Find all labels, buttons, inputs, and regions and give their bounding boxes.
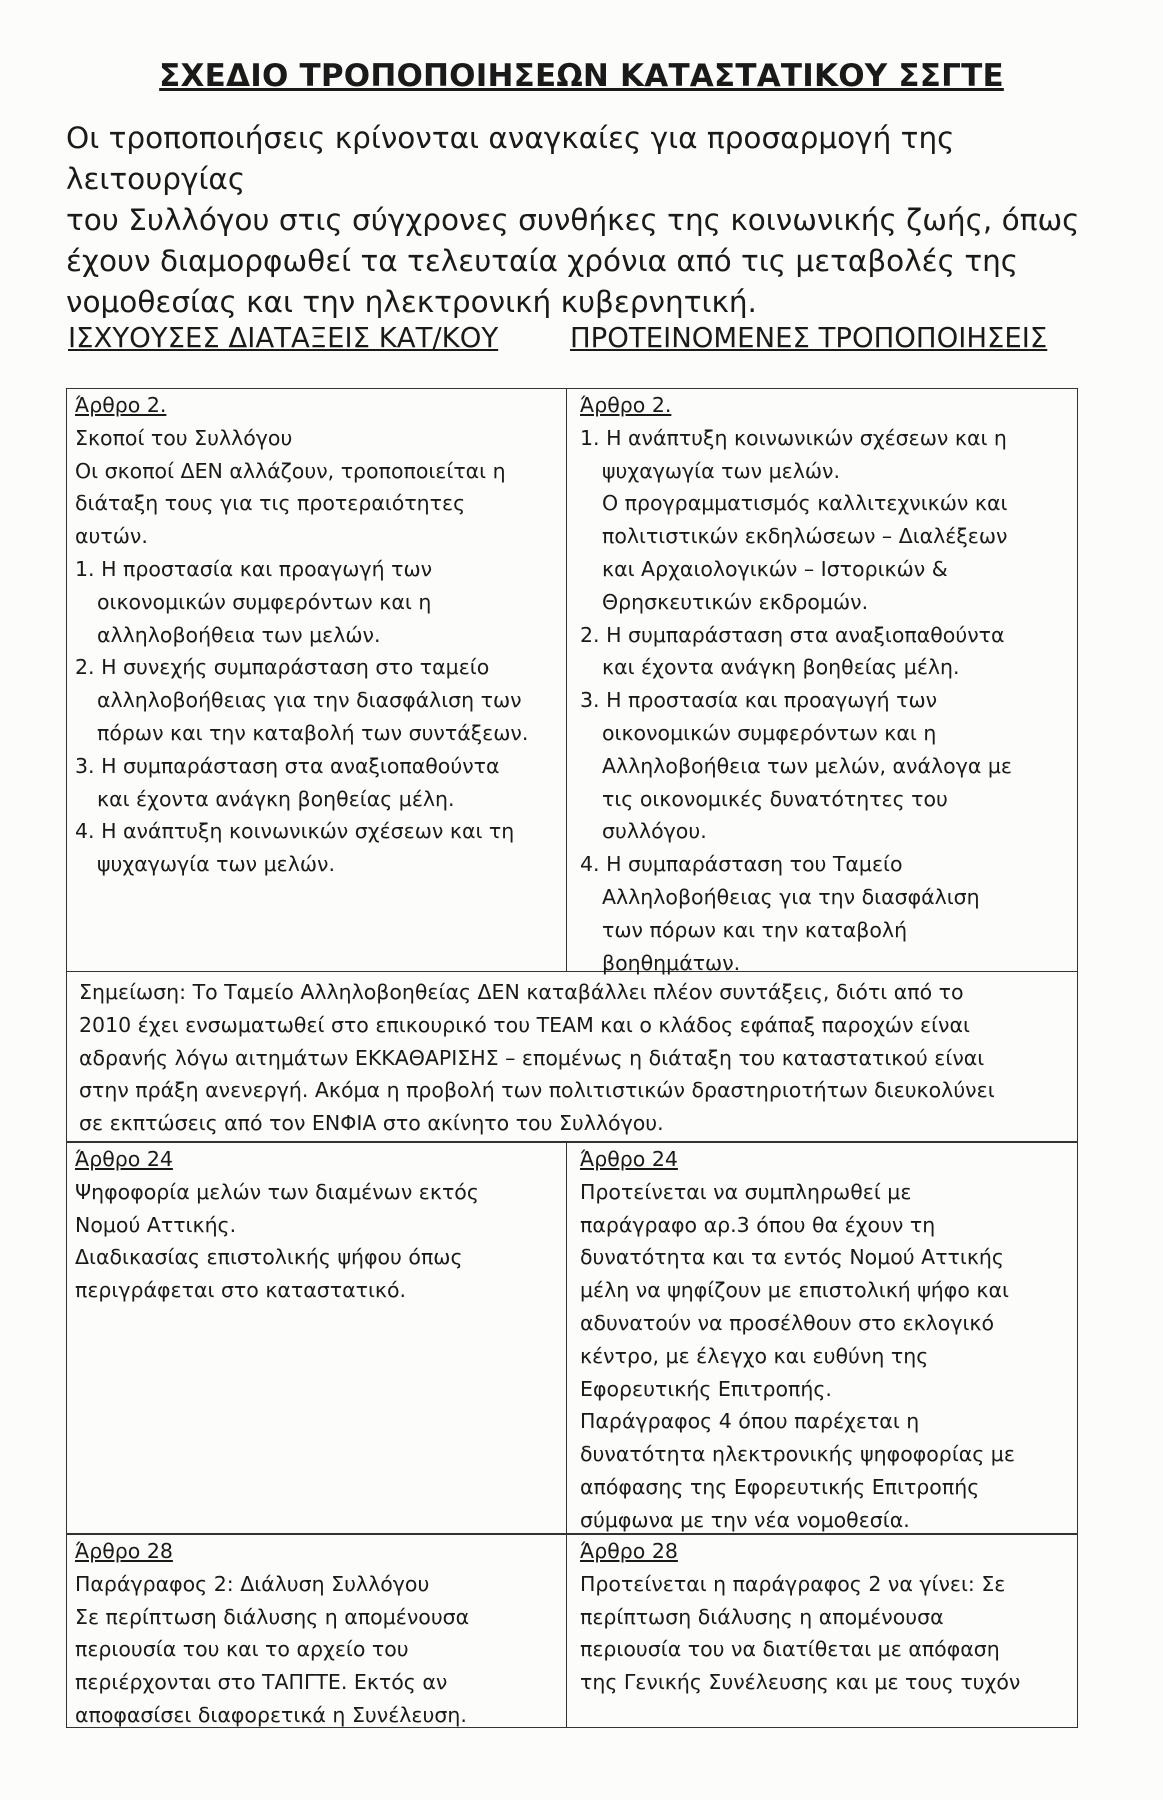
text-line: περίπτωση διάλυσης η απομένουσα [580,1604,944,1629]
list-item-cont: συλλόγου. [602,819,707,844]
text-line: Σκοποί του Συλλόγου [75,425,293,450]
article-28-current [75,1535,560,1732]
list-item-cont: ψυχαγωγία των μελών. [97,852,336,877]
text-line: μέλη να ψηφίζουν με επιστολική ψήφο και [580,1278,1009,1303]
text-line: δυνατότητα και τα εντός Νομού Αττικής [580,1245,1004,1270]
intro-line: του Συλλόγου στις σύγχρονες συνθήκες της κοινωνικής ζωής, όπως [66,203,1080,237]
text-line: Ψηφοφορία μελών των διαμένων εκτός [75,1179,479,1204]
column-divider [566,389,567,971]
list-item-cont: οικονομικών συμφερόντων και η [97,589,432,614]
text-line: περιουσία του και το αρχείο του [75,1637,409,1662]
list-item-cont: των πόρων και την καταβολή [602,917,908,942]
list-item-cont: Ο προγραμματισμός καλλιτεχνικών και [602,491,1008,516]
intro-line: Οι τροποποιήσεις κρίνονται αναγκαίες για προσαρμογή της λειτουργίας [66,121,955,196]
text-line: Εφορευτικής Επιτροπής. [580,1376,832,1401]
text-line: διάταξη τους για τις προτεραιότητες [75,491,466,516]
text-line: Διαδικασίας επιστολικής ψήφου όπως [75,1245,463,1270]
note-box [66,972,1078,1142]
list-item: 2. Η συνεχής συμπαράσταση στο ταμείο [75,655,490,680]
list-item: 3. Η προστασία και προαγωγή των [580,688,938,713]
text-line: αυτών. [75,524,148,549]
article-24-row [66,1142,1078,1534]
intro-line: νομοθεσίας και την ηλεκτρονική κυβερνητική. [66,285,757,319]
list-item-cont: οικονομικών συμφερόντων και η [602,720,937,745]
list-item-cont: και έχοντα ανάγκη βοηθείας μέλη. [97,786,455,811]
list-item-cont: αλληλοβοήθεια των μελών. [97,622,381,647]
article-heading: Άρθρο 28 [75,1539,173,1563]
text-line: Σε περίπτωση διάλυσης η απομένουσα [75,1604,470,1629]
intro-line: έχουν διαμορφωθεί τα τελευταία χρόνια από τις μεταβολές της [66,244,1019,278]
note-line: Σημείωση: Το Ταμείο Αλληλοβοηθείας ΔΕΝ καταβάλλει πλέον συντάξεις, διότι από το [79,980,964,1004]
article-heading: Άρθρο 28 [580,1539,678,1563]
text-line: Παράγραφος 2: Διάλυση Συλλόγου [75,1571,430,1596]
column-heading-proposed: ΠΡΟΤΕΙΝΟΜΕΝΕΣ ΤΡΟΠΟΠΟΙΗΣΕΙΣ [570,322,1048,354]
text-line: περιέρχονται στο ΤΑΠΓΤΕ. Εκτός αν [75,1670,448,1695]
text-line: κέντρο, με έλεγχο και ευθύνη της [580,1343,929,1368]
text-line: περιγράφεται στο καταστατικό. [75,1278,407,1303]
list-item: 1. Η προστασία και προαγωγή των [75,556,433,581]
text-line: Προτείνεται να συμπληρωθεί με [580,1179,912,1204]
list-item-cont: Αλληλοβοήθεια των μελών, ανάλογα με [602,753,1012,778]
list-item-cont: Αλληλοβοήθειας για την διασφάλιση [602,884,980,909]
article-heading: Άρθρο 24 [75,1147,173,1171]
text-line: παράγραφο αρ.3 όπου θα έχουν τη [580,1212,936,1237]
list-item: 1. Η ανάπτυξη κοινωνικών σχέσεων και η [580,425,1007,450]
list-item: 4. Η ανάπτυξη κοινωνικών σχέσεων και τη [75,819,515,844]
article-24-proposed [580,1143,1070,1537]
column-divider [566,1535,567,1727]
article-heading: Άρθρο 2. [580,393,672,417]
article-heading: Άρθρο 24 [580,1147,678,1171]
list-item-cont: Θρησκευτικών εκδρομών. [602,589,869,614]
article-2-current [75,389,560,881]
list-item-cont: και Αρχαιολογικών – Ιστορικών & [602,556,948,581]
text-line: αποφασίσει διαφορετικά η Συνέλευση. [75,1702,467,1727]
text-line: σύμφωνα με την νέα νομοθεσία. [580,1507,910,1532]
list-item: 4. Η συμπαράσταση του Ταμείο [580,852,903,877]
text-line: απόφασης της Εφορευτικής Επιτροπής [580,1474,980,1499]
text-line: Παράγραφος 4 όπου παρέχεται η [580,1409,920,1434]
text-line: αδυνατούν να προσέλθουν στο εκλογικό [580,1310,995,1335]
list-item: 2. Η συμπαράσταση στα αναξιοπαθούντα [580,622,1005,647]
article-heading: Άρθρο 2. [75,393,167,417]
intro-paragraph [66,118,1106,323]
article-2-proposed [580,389,1070,979]
text-line: Προτείνεται η παράγραφος 2 να γίνει: Σε [580,1571,1006,1596]
document-title: ΣΧΕΔΙΟ ΤΡΟΠΟΠΟΙΗΣΕΩΝ ΚΑΤΑΣΤΑΤΙΚΟΥ ΣΣΓΤΕ [159,58,1004,94]
article-24-current [75,1143,560,1307]
text-line: Οι σκοποί ΔΕΝ αλλάζουν, τροποποιείται η [75,458,506,483]
list-item-cont: τις οικονομικές δυνατότητες του [602,786,948,811]
article-2-row [66,388,1078,975]
column-heading-current: ΙΣΧΥΟΥΣΕΣ ΔΙΑΤΑΞΕΙΣ ΚΑΤ/ΚΟΥ [68,322,499,354]
text-line: της Γενικής Συνέλευσης και με τους τυχόν [580,1670,1021,1695]
list-item-cont: και έχοντα ανάγκη βοηθείας μέλη. [602,655,960,680]
list-item-cont: ψυχαγωγία των μελών. [602,458,841,483]
article-28-row [66,1534,1078,1728]
list-item: 3. Η συμπαράσταση στα αναξιοπαθούντα [75,753,500,778]
text-line: περιουσία του να διατίθεται με απόφαση [580,1637,1000,1662]
list-item-cont: πολιτιστικών εκδηλώσεων – Διαλέξεων [602,524,1008,549]
list-item-cont: αλληλοβοήθειας για την διασφάλιση των [97,688,522,713]
note-line: σε εκπτώσεις από τον ΕΝΦΙΑ στο ακίνητο του Συλλόγου. [79,1111,664,1136]
text-line: δυνατότητα ηλεκτρονικής ψηφοφορίας με [580,1442,1015,1467]
note-line: στην πράξη ανενεργή. Ακόμα η προβολή των πολιτιστικών δραστηριοτήτων διευκολύνει [79,1078,995,1103]
note-line: αδρανής λόγω αιτημάτων ΕΚΚΑΘΑΡΙΣΗΣ – επομένως η διάταξη του καταστατικού είναι [79,1045,985,1070]
text-line: Νομού Αττικής. [75,1212,237,1237]
list-item-cont: βοηθημάτων. [602,950,741,975]
column-divider [566,1143,567,1533]
list-item-cont: πόρων και την καταβολή των συντάξεων. [97,720,529,745]
note-line: 2010 έχει ενσωματωθεί στο επικουρικό του ΤΕΑΜ και ο κλάδος εφάπαξ παροχών είναι [79,1012,970,1037]
article-28-proposed [580,1535,1070,1699]
